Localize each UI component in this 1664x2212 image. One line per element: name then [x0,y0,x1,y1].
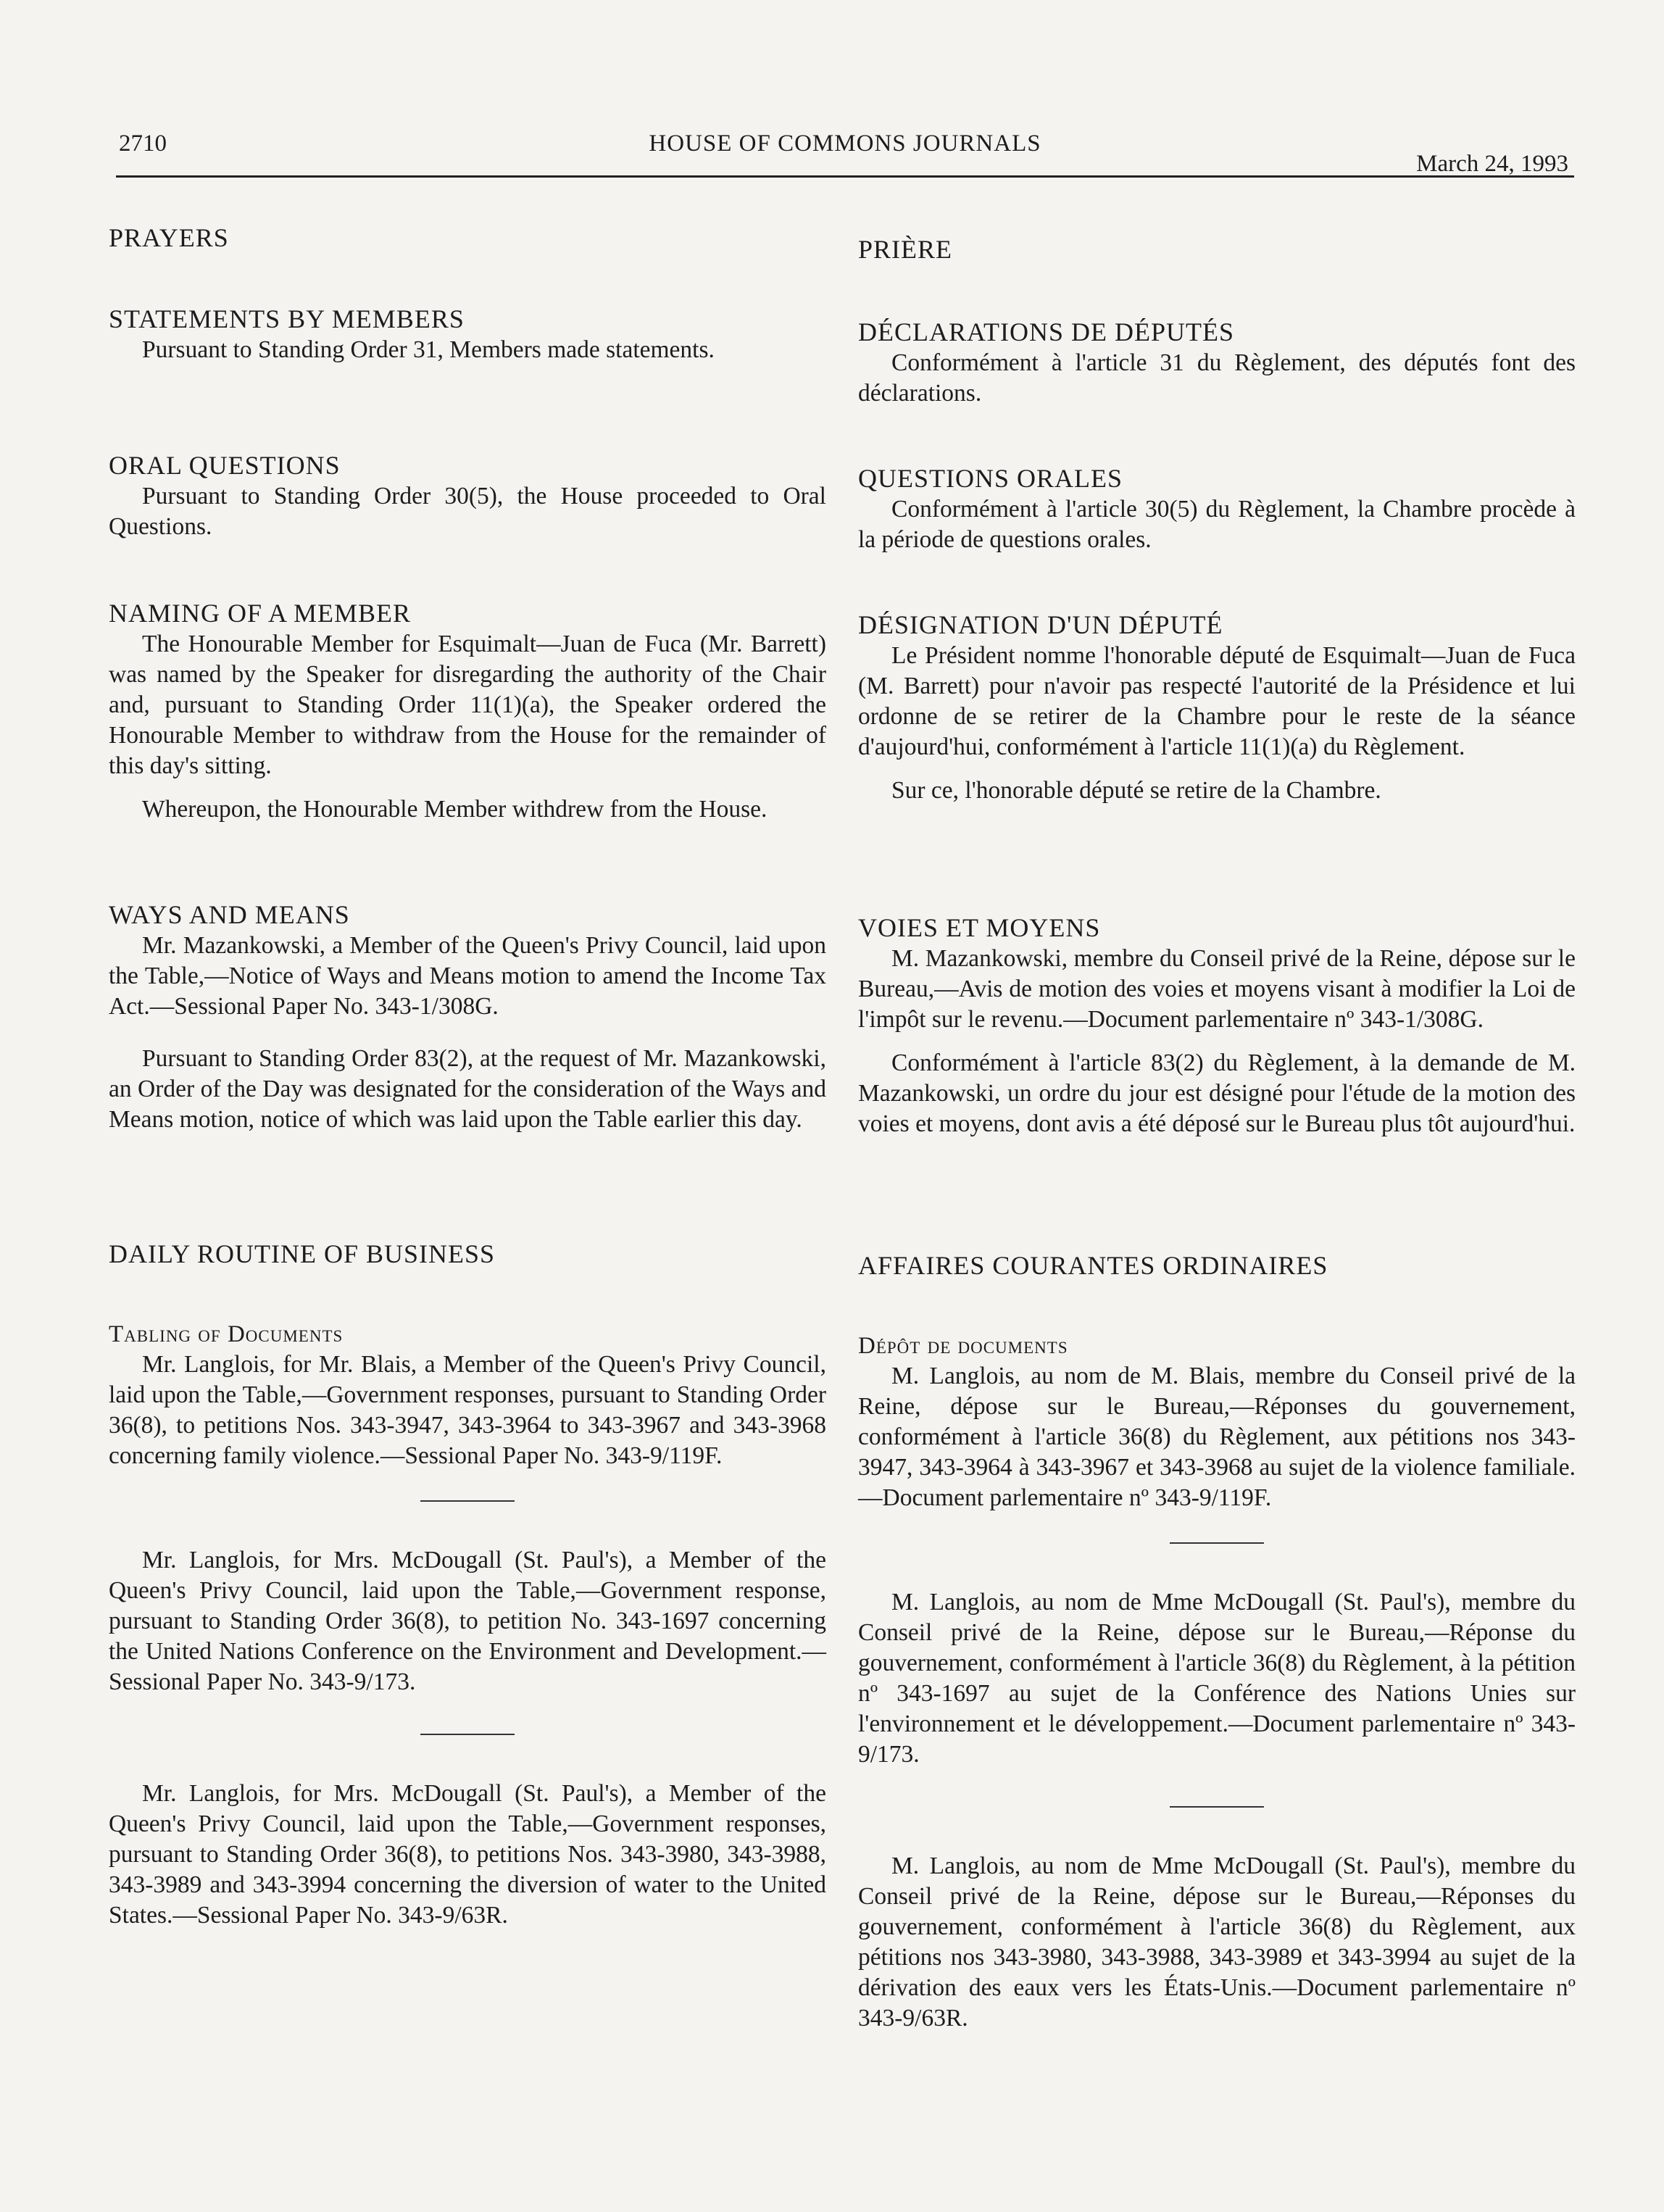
fr-statements-section [858,316,1576,409]
page-date: March 24, 1993 [1416,151,1568,177]
fr-ways-means-heading: VOIES ET MOYENS [858,913,1101,942]
fr-statements-paragraph: Conformément à l'article 31 du Règlement, des députés font des déclarations. [858,349,1576,407]
en-tabling-paragraph-3: Mr. Langlois, for Mrs. McDougall (St. Paul's), a Member of the Queen's Privy Council, laid upon the Table,—Government responses, pursuant to Standing Order 36(8), to petitions Nos. 343-3980, 343-3988, 343-3989 and 343-3994 concerning the diversion of water to the United States.—Sessional Paper No. 343-9/63R. [109,1780,826,1929]
en-oral-questions-heading: ORAL QUESTIONS [109,451,341,480]
fr-tabling-paragraph-1: M. Langlois, au nom de M. Blais, membre du Conseil privé de la Reine, dépose sur le Bureau,—Réponses du gouvernement, conformément à l'article 36(8) du Règlement, aux pétitions nos 343-3947, 343-3964 à 343-3967 et 343-3968 au sujet de la violence familiale.—Document parlementaire nº 343-9/119F. [858,1363,1576,1511]
fr-naming-paragraph-1: Le Président nomme l'honorable député de Esquimalt—Juan de Fuca (M. Barrett) pour n'avoir pas respecté l'autorité de la Présidence et lui ordonne de se retirer de la Chambre pour le reste de la séance d'aujourd'hui, conformément à l'article 11(1)(a) du Règlement. [858,642,1576,760]
en-tabling-paragraph-1: Mr. Langlois, for Mr. Blais, a Member of the Queen's Privy Council, laid upon the Table,—Government responses, pursuant to Standing Order 36(8), to petitions Nos. 343-3947, 343-3964 to 343-3967 and 343-3968 concerning family violence.—Sessional Paper No. 343-9/119F. [109,1351,826,1469]
en-tabling-section [109,1319,826,1931]
en-statements-paragraph: Pursuant to Standing Order 31, Members made statements. [142,336,715,363]
fr-routine-heading: AFFAIRES COURANTES ORDINAIRES [858,1251,1328,1280]
en-naming-heading: NAMING OF A MEMBER [109,599,412,628]
fr-ways-means-paragraph-1: M. Mazankowski, membre du Conseil privé de la Reine, dépose sur le Bureau,—Avis de motion des voies et moyens visant à modifier la Loi de l'impôt sur le revenu.—Document parlementaire nº 343-1/308G. [858,945,1576,1033]
fr-prayers-heading: PRIÈRE [858,235,953,264]
en-routine-section [109,1238,826,1270]
fr-prayers-section [858,233,1576,265]
en-ways-means-paragraph-1: Mr. Mazankowski, a Member of the Queen's Privy Council, laid upon the Table,—Notice of Ways and Means motion to amend the Income Tax Act.—Sessional Paper No. 343-1/308G. [109,932,826,1020]
en-tabling-heading: Tabling of Documents [109,1321,344,1347]
journal-title: HOUSE OF COMMONS JOURNALS [649,130,1041,157]
en-oral-questions-section [109,449,826,542]
page-number: 2710 [119,130,167,157]
en-naming-paragraph-2: Whereupon, the Honourable Member withdrew from the House. [142,796,767,823]
fr-naming-paragraph-2: Sur ce, l'honorable député se retire de la Chambre. [891,777,1381,804]
fr-ways-means-section [858,912,1576,1139]
fr-routine-section [858,1250,1576,1281]
en-ways-means-heading: WAYS AND MEANS [109,900,350,929]
en-routine-heading: DAILY ROUTINE OF BUSINESS [109,1239,496,1268]
en-oral-questions-paragraph: Pursuant to Standing Order 30(5), the House proceeded to Oral Questions. [109,483,826,540]
en-ways-means-section [109,899,826,1135]
en-naming-section [109,597,826,825]
en-tabling-paragraph-2: Mr. Langlois, for Mrs. McDougall (St. Paul's), a Member of the Queen's Privy Council, laid upon the Table,—Government response, pursuant to Standing Order 36(8), to petition No. 343-1697 concerning the United Nations Conference on the Environment and Development.—Sessional Paper No. 343-9/173. [109,1547,826,1695]
fr-oral-questions-section [858,462,1576,555]
en-statements-section [109,303,826,365]
fr-naming-heading: DÉSIGNATION D'UN DÉPUTÉ [858,610,1223,639]
en-ways-means-paragraph-2: Pursuant to Standing Order 83(2), at the request of Mr. Mazankowski, an Order of the Day was designated for the consideration of the Ways and Means motion, notice of which was laid upon the Table earlier this day. [109,1045,826,1133]
en-statements-heading: STATEMENTS BY MEMBERS [109,304,465,333]
fr-ways-means-paragraph-2: Conformément à l'article 83(2) du Règlement, à la demande de M. Mazankowski, un ordre du jour est désigné pour l'étude de la motion des voies et moyens, dont avis a été déposé sur le Bureau plus tôt aujourd'hui. [858,1049,1576,1137]
fr-tabling-paragraph-3: M. Langlois, au nom de Mme McDougall (St. Paul's), membre du Conseil privé de la Reine, dépose sur le Bureau,—Réponses du gouvernement, conformément à l'article 36(8) du Règlement, aux pétitions nos 343-3980, 343-3988, 343-3989 et 343-3994 au sujet de la dérivation des eaux vers les États-Unis.—Document parlementaire nº 343-9/63R. [858,1853,1576,2032]
fr-tabling-section [858,1331,1576,2034]
fr-tabling-paragraph-2: M. Langlois, au nom de Mme McDougall (St. Paul's), membre du Conseil privé de la Reine, dépose sur le Bureau,—Réponse du gouvernement, conformément à l'article 36(8) du Règlement, à la pétition nº 343-1697 au sujet de la Conférence des Nations Unies sur l'environnement et le développement.—Document parlementaire nº 343-9/173. [858,1589,1576,1768]
en-naming-paragraph-1: The Honourable Member for Esquimalt—Juan de Fuca (Mr. Barrett) was named by the Speaker for disregarding the authority of the Chair and, pursuant to Standing Order 11(1)(a), the Speaker ordered the Honourable Member to withdraw from the House for the remainder of this day's sitting. [109,631,826,779]
fr-tabling-heading: Dépôt de documents [858,1333,1068,1359]
fr-statements-heading: DÉCLARATIONS DE DÉPUTÉS [858,317,1235,346]
en-prayers-heading: PRAYERS [109,223,229,252]
fr-oral-questions-paragraph: Conformément à l'article 30(5) du Règlement, la Chambre procède à la période de questions orales. [858,496,1576,553]
running-header [116,130,1574,178]
en-prayers-section [109,222,826,254]
fr-oral-questions-heading: QUESTIONS ORALES [858,464,1123,493]
fr-naming-section [858,609,1576,806]
